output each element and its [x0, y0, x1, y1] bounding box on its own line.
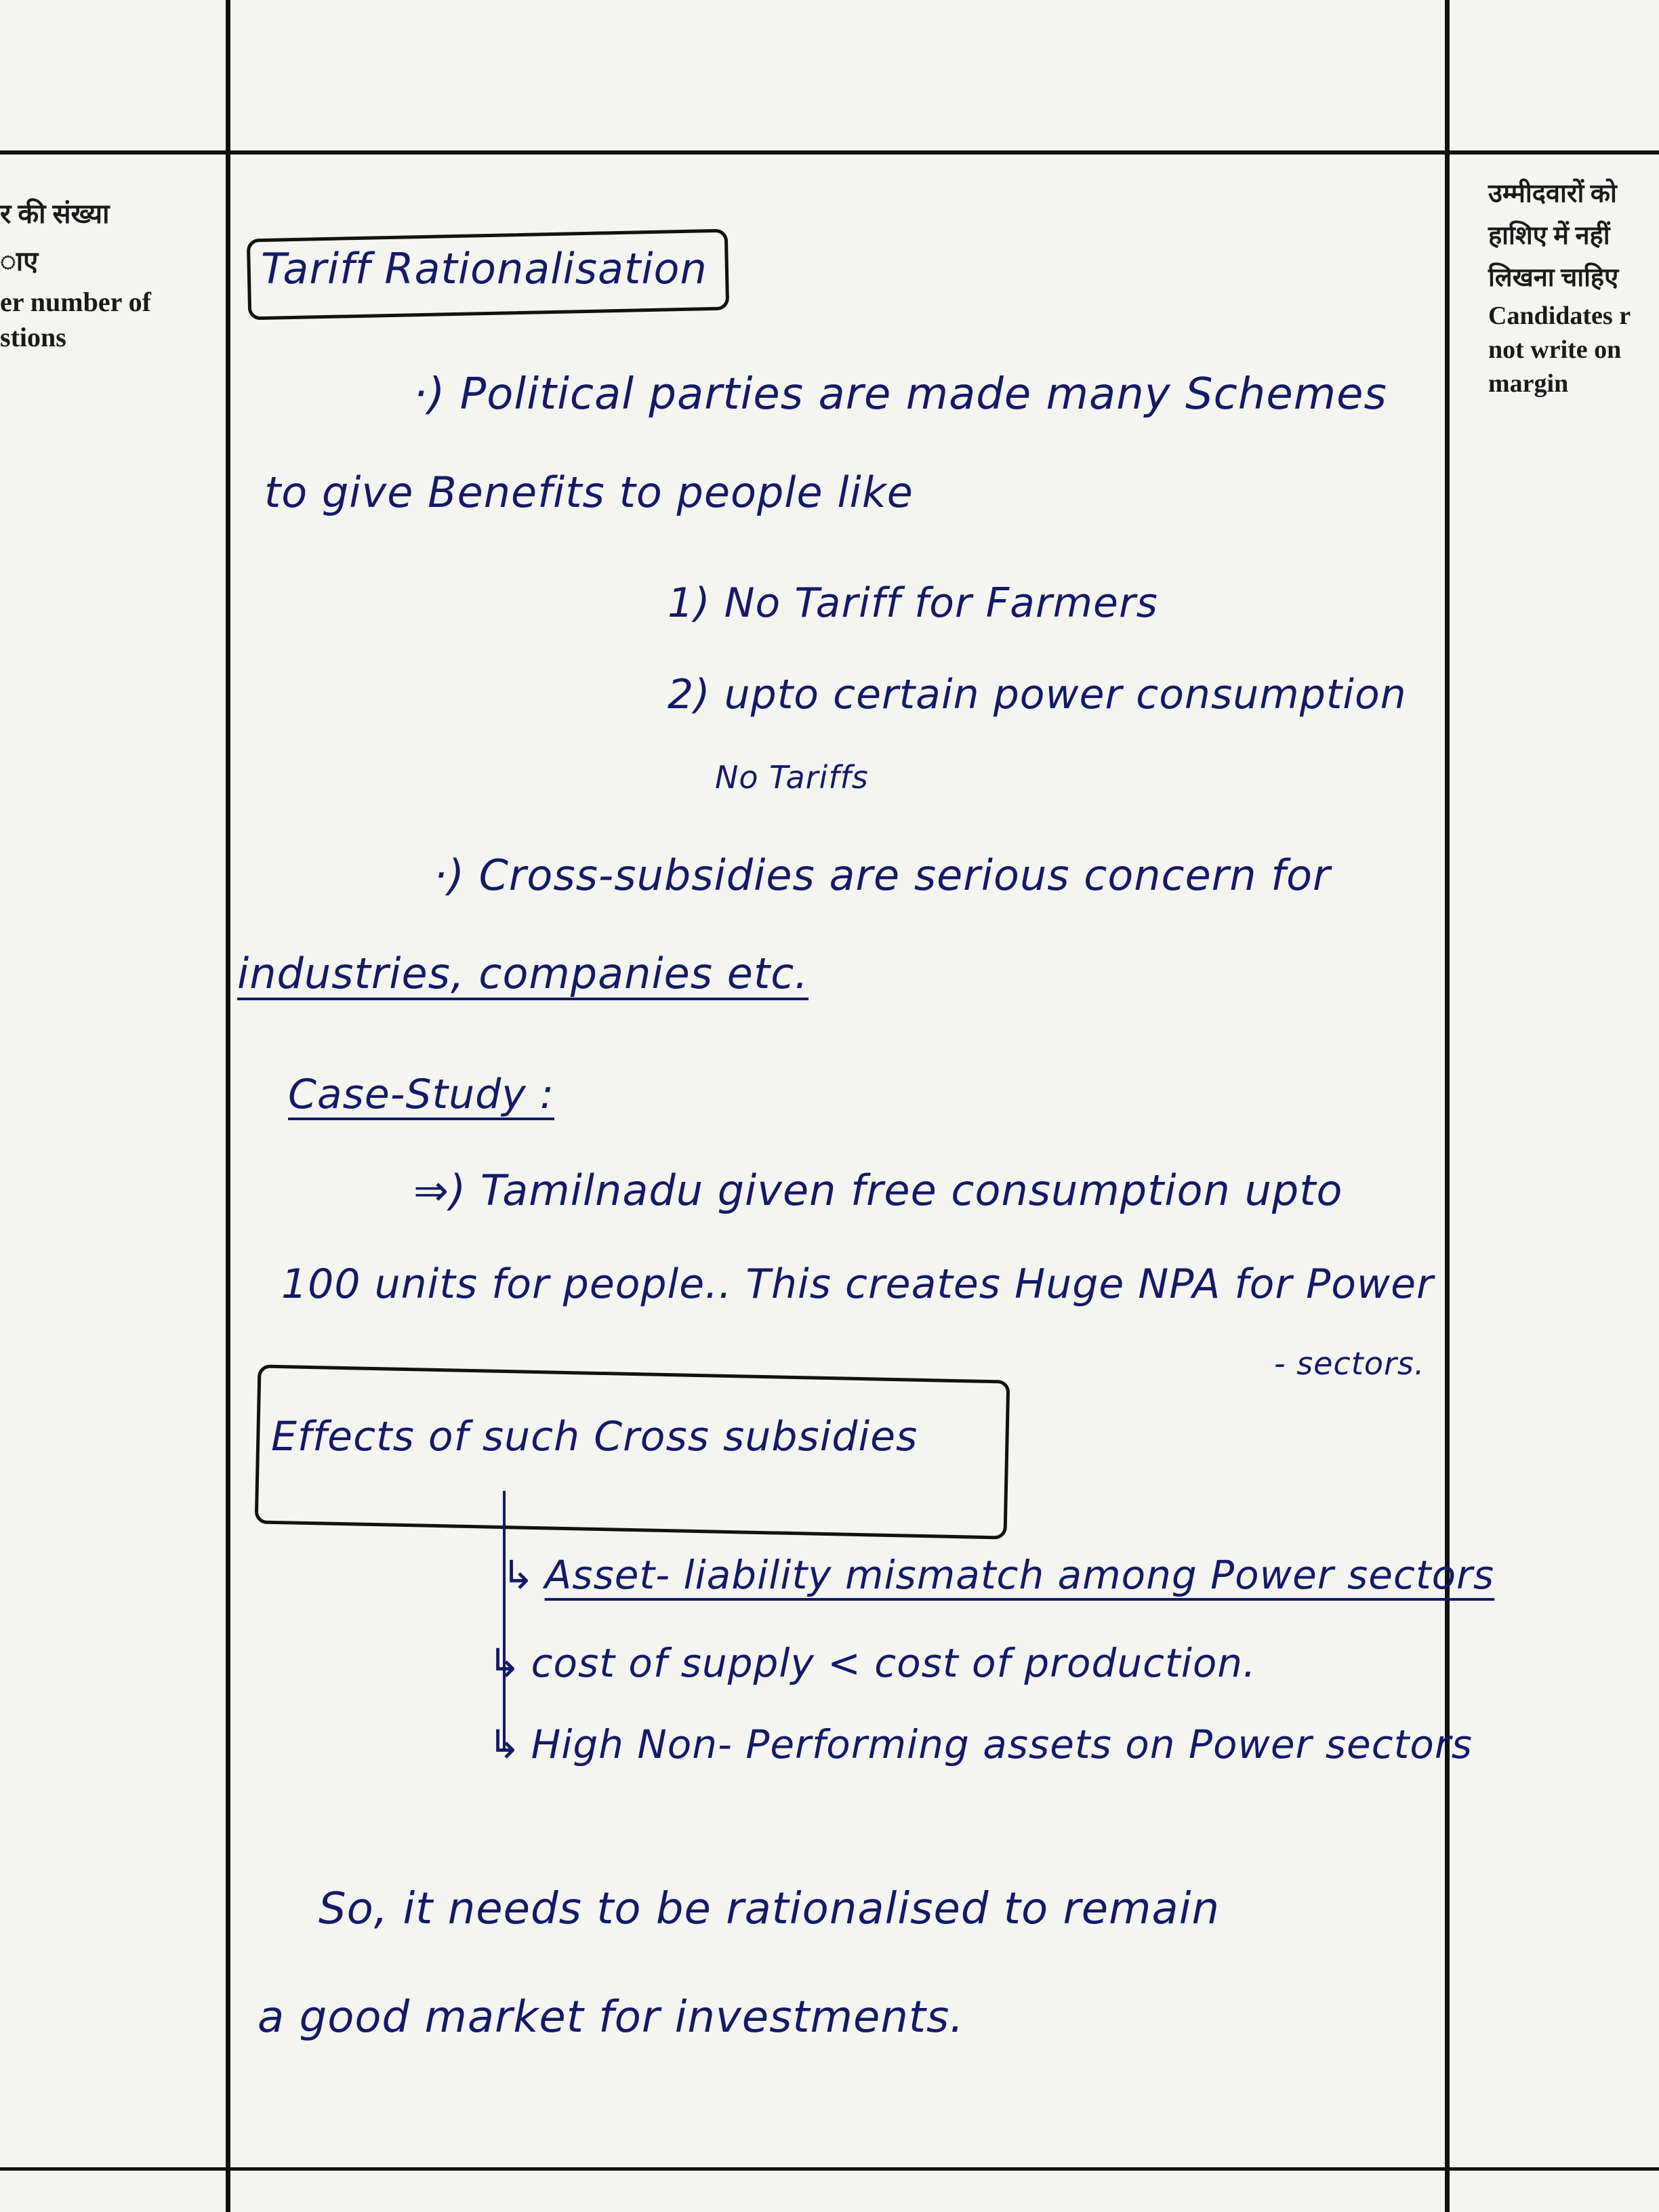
- case-study-line-2: 100 units for people.. This creates Huge NPA for Power: [281, 1261, 1434, 1308]
- list-item-1: 1) No Tariff for Farmers: [668, 579, 1158, 627]
- right-margin-line: margin: [1488, 369, 1569, 398]
- right-margin-line: लिखना चाहिए: [1488, 264, 1619, 292]
- right-margin-line: not write on: [1488, 335, 1622, 364]
- list-item-2: 2) upto certain power consumption: [668, 671, 1407, 718]
- effect-item-2-text: cost of supply < cost of production.: [531, 1640, 1256, 1686]
- case-study-label: Case-Study :: [288, 1071, 555, 1118]
- paragraph-2-line-2: industries, companies etc.: [237, 949, 809, 998]
- right-margin-line: Candidates r: [1488, 302, 1631, 330]
- top-horizontal-rule: [0, 150, 1659, 155]
- answer-heading: Tariff Rationalisation: [261, 244, 708, 293]
- effect-item-3: [488, 1721, 1473, 1767]
- right-margin-instruction: [1488, 173, 1631, 401]
- arrow-icon: ↳: [488, 1640, 522, 1686]
- left-margin-rule: [226, 0, 230, 2212]
- arrow-icon: ↳: [488, 1721, 522, 1767]
- conclusion-line-1: So, it needs to be rationalised to remain: [319, 1884, 1221, 1934]
- left-margin-line: stions: [0, 322, 66, 352]
- case-study-line-3: - sectors.: [1274, 1345, 1425, 1382]
- bottom-horizontal-rule: [0, 2167, 1659, 2171]
- left-margin-line: er number of: [0, 287, 151, 317]
- effect-item-3-text: High Non- Performing assets on Power sectors: [531, 1721, 1473, 1767]
- right-margin-line: उम्मीदवारों को: [1488, 180, 1617, 208]
- left-margin-line: र की संख्या: [0, 199, 110, 229]
- effect-item-2: [488, 1640, 1256, 1686]
- list-item-2-continuation: No Tariffs: [715, 759, 869, 796]
- left-margin-instruction: [0, 197, 151, 355]
- case-study-line-1: ⇒) Tamilnadu given free consumption upto: [413, 1166, 1343, 1215]
- right-margin-line: हाशिए में नहीं: [1488, 222, 1610, 250]
- paragraph-2-line-1: ·) Cross-subsidies are serious concern for: [434, 851, 1331, 900]
- paragraph-1-line-1: ·) Political parties are made many Schemes: [413, 369, 1387, 419]
- arrow-icon: ↳: [501, 1552, 535, 1598]
- left-margin-line: ाए: [0, 246, 39, 276]
- effects-connector-vertical: [503, 1491, 506, 1748]
- effect-item-1-text: Asset- liability mismatch among Power sectors: [544, 1552, 1495, 1598]
- right-margin-rule: [1445, 0, 1450, 2212]
- effect-item-1: [501, 1552, 1494, 1598]
- paragraph-1-line-2: to give Benefits to people like: [264, 468, 914, 517]
- effects-heading: Effects of such Cross subsidies: [271, 1413, 918, 1460]
- conclusion-line-2: a good market for investments.: [258, 1992, 964, 2043]
